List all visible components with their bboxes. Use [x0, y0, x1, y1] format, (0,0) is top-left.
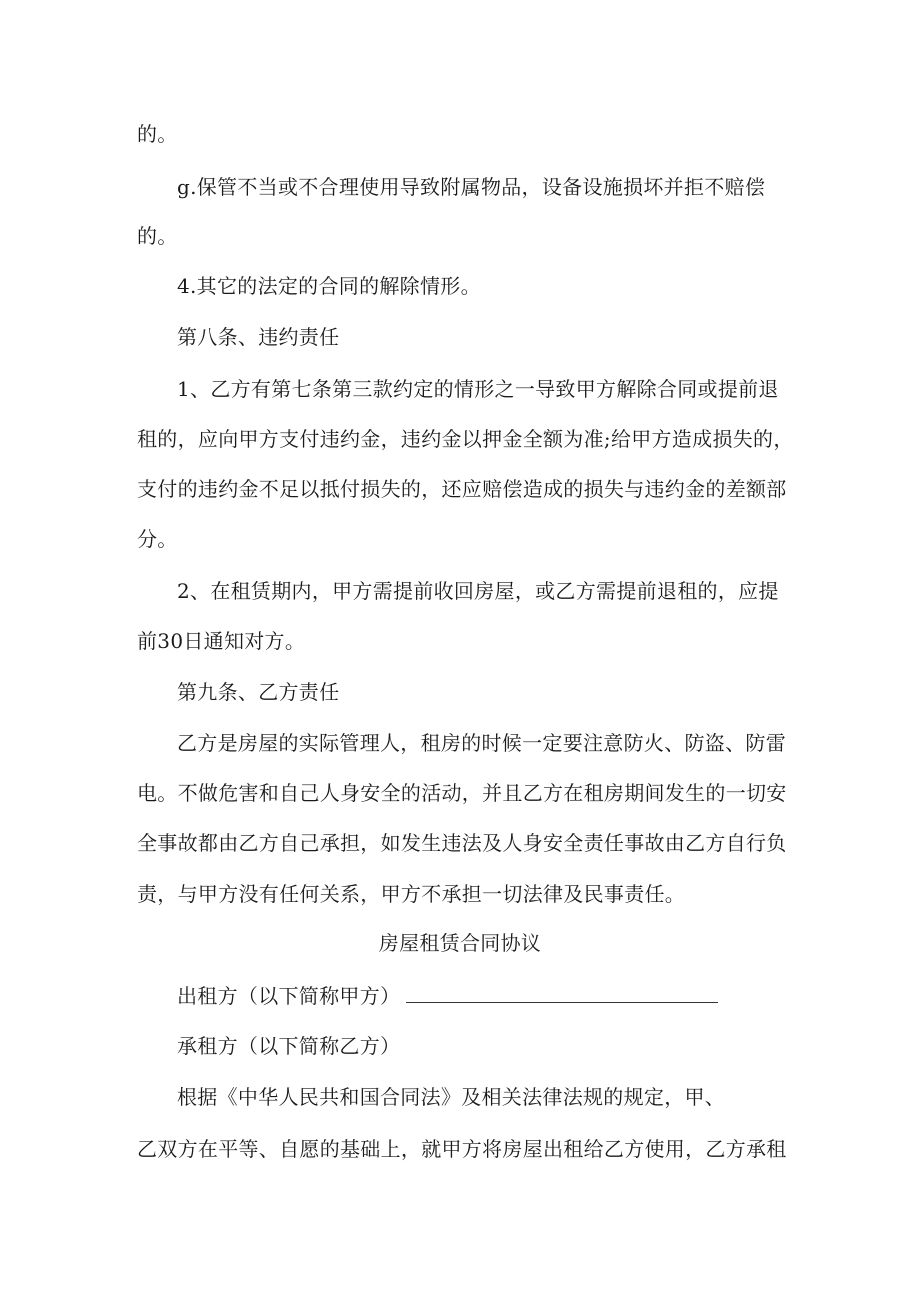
text-line: 1、乙方有第七条第三款约定的情形之一导致甲方解除合同或提前退 [177, 377, 779, 401]
text-line: 根据《中华人民共和国合同法》及相关法律法规的规定，甲、 [177, 1085, 726, 1109]
text-line: 前30日通知对方。 [137, 629, 306, 653]
lessor-label: 出租方（以下简称甲方） [177, 984, 401, 1008]
text-line: 的。 [137, 224, 178, 248]
section-heading: 第八条、违约责任 [177, 325, 340, 349]
text-line: 乙方是房屋的实际管理人，租房的时候一定要注意防火、防盗、防雷 [177, 731, 786, 755]
lessee-line: 承租方（以下简称乙方） [177, 1034, 401, 1058]
lessor-line [177, 982, 718, 1010]
document-title: 房屋租赁合同协议 [378, 931, 542, 955]
lessor-blank-line [406, 982, 718, 1003]
text-line: 全事故都由乙方自己承担，如发生违法及人身安全责任事故由乙方自行负 [137, 831, 787, 855]
text-line: 的。 [137, 122, 178, 146]
text-line: 乙双方在平等、自愿的基础上，就甲方将房屋出租给乙方使用，乙方承租 [137, 1137, 787, 1161]
text-line: 责，与甲方没有任何关系，甲方不承担一切法律及民事责任。 [137, 882, 686, 906]
text-line: g.保管不当或不合理使用导致附属物品，设备设施损坏并拒不赔偿 [177, 175, 766, 199]
section-heading: 第九条、乙方责任 [177, 680, 340, 704]
text-line: 支付的违约金不足以抵付损失的，还应赔偿造成的损失与违约金的差额部 [137, 477, 787, 501]
text-line: 分。 [137, 527, 178, 551]
text-line: 电。不做危害和自己人身安全的活动，并且乙方在租房期间发生的一切安 [137, 781, 787, 805]
text-line: 租的，应向甲方支付违约金，违约金以押金全额为准;给甲方造成损失的， [137, 427, 794, 451]
text-line: 2、在租赁期内，甲方需提前收回房屋，或乙方需提前退租的，应提 [177, 579, 779, 603]
text-line: 4.其它的法定的合同的解除情形。 [177, 274, 481, 298]
